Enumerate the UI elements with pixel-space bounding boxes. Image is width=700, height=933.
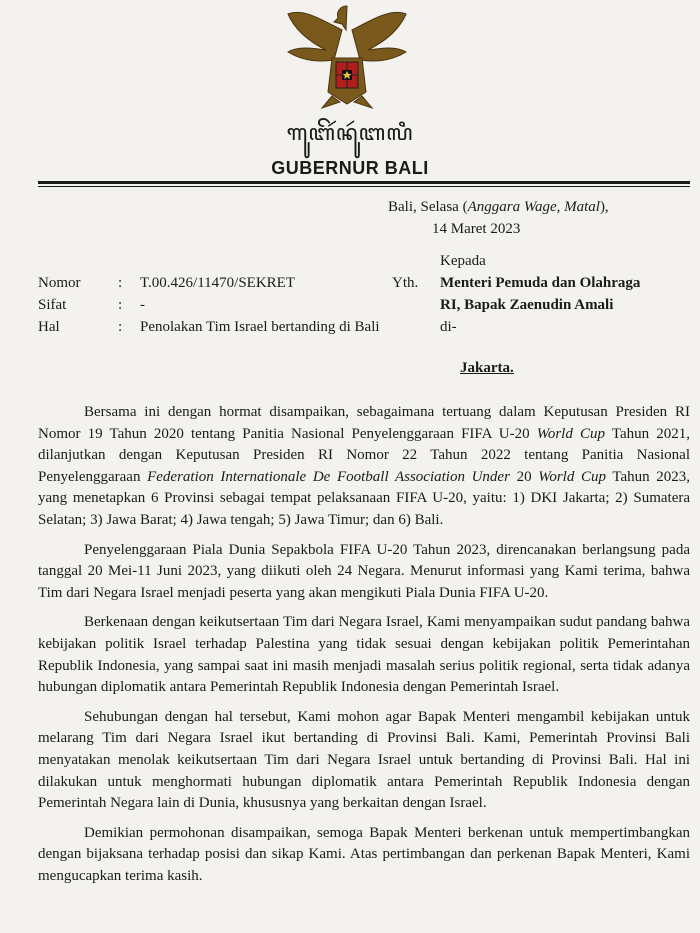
dateline-line1: Bali, Selasa (Anggara Wage, Matal),	[388, 199, 609, 215]
dateline	[388, 196, 609, 240]
letter-meta: Nomor : T.00.426/11470/SEKRET Sifat : - Hal : Penolakan Tim Israel bertanding di Bali	[38, 272, 390, 338]
paragraph-2: Penyelenggaraan Piala Dunia Sepakbola FIFA U-20 Tahun 2023, direncanakan berlangsung pada tanggal 20 Mei-11 Juni 2023, yang diikuti oleh 24 Negara. Menurut informasi yang Kami terima, bahwa Tim dari Negara Israel menjadi peserta yang akan mengikuti Piala Dunia FIFA U-20.	[38, 541, 690, 601]
paragraph-1: Bersama ini dengan hormat disampaikan, sebagaimana tertuang dalam Keputusan Presiden RI Nomor 19 Tahun 2020 tentang Panitia Nasional Penyelenggaraan FIFA U-20 World Cup Tahun 2021, dilanjutkan dengan Keputusan Presiden RI Nomor 22 Tahun 2022 tentang Panitia Nasional Penyelenggaraan Federation Internationale De Football Association Under 20 World Cup Tahun 2023, yang menetapkan 6 Provinsi sebagai tempat pelaksanaan FIFA U-20, yaitu: 1) DKI Jakarta; 2) Sumatera Selatan; 3) Jawa Barat; 4) Jawa tengah; 5) Jawa Timur; dan 6) Bali.	[38, 404, 690, 528]
yth-label: Yth.	[392, 275, 419, 291]
header-divider	[38, 181, 690, 184]
hal-value: Penolakan Tim Israel bertanding di Bali	[140, 319, 380, 335]
hal-label: Hal	[38, 319, 60, 335]
office-title: GUBERNUR BALI	[271, 158, 429, 178]
header-divider-thin	[38, 186, 690, 187]
balinese-script-title: ꦒꦸꦧꦼꦂꦤꦸꦂꦧꦭꦶ	[286, 121, 414, 146]
paragraph-4: Sehubungan dengan hal tersebut, Kami mohon agar Bapak Menteri mengambil kebijakan untuk melarang Tim dari Negara Israel ikut bertanding di Provinsi Bali. Kami, Pemerintah Provinsi Bali menyatakan menolak keikutsertaan Tim dari Negara Israel untuk bertanding di Provinsi Bali. Hal ini dilakukan untuk menghormati hubungan diplomatik antara Pemerintah Republik Indonesia dengan Pemerintah Negara lain di Dunia, khususnya yang berkaitan dengan Israel.	[38, 708, 690, 812]
sifat-value: -	[140, 297, 145, 313]
recipient-line2: RI, Bapak Zaenudin Amali	[440, 297, 614, 313]
nomor-label: Nomor	[38, 275, 81, 291]
kepada-label: Kepada	[440, 253, 486, 269]
nomor-value: T.00.426/11470/SEKRET	[140, 275, 295, 291]
recipient-line1: Menteri Pemuda dan Olahraga	[440, 275, 641, 291]
paragraph-3: Berkenaan dengan keikutsertaan Tim dari Negara Israel, Kami menyampaikan sudut pandang bahwa kebijakan politik Israel terhadap Palestina yang tidak sesuai dengan kebijakan politik Pemerintahan Republik Indonesia, yang sampai saat ini masih menjadi masalah serius politik regional, serta tidak adanya hubungan diplomatik antara Pemerintah Republik Indonesia dengan Pemerintah Israel.	[38, 614, 690, 696]
recipient-block	[392, 250, 640, 338]
recipient-city: Jakarta.	[460, 360, 514, 376]
sifat-label: Sifat	[38, 297, 67, 313]
dateline-date: 14 Maret 2023	[432, 221, 521, 237]
paragraph-5: Demikian permohonan disampaikan, semoga Bapak Menteri berkenan untuk mempertimbangkan dengan bijaksana terhadap posisi dan sikap Kami. Atas pertimbangan dan perkenan Bapak Menteri, Kami mengucapkan terima kasih.	[38, 824, 690, 884]
garuda-emblem-icon	[282, 0, 412, 110]
letter-body	[38, 402, 690, 895]
recipient-line3: di-	[440, 319, 457, 335]
